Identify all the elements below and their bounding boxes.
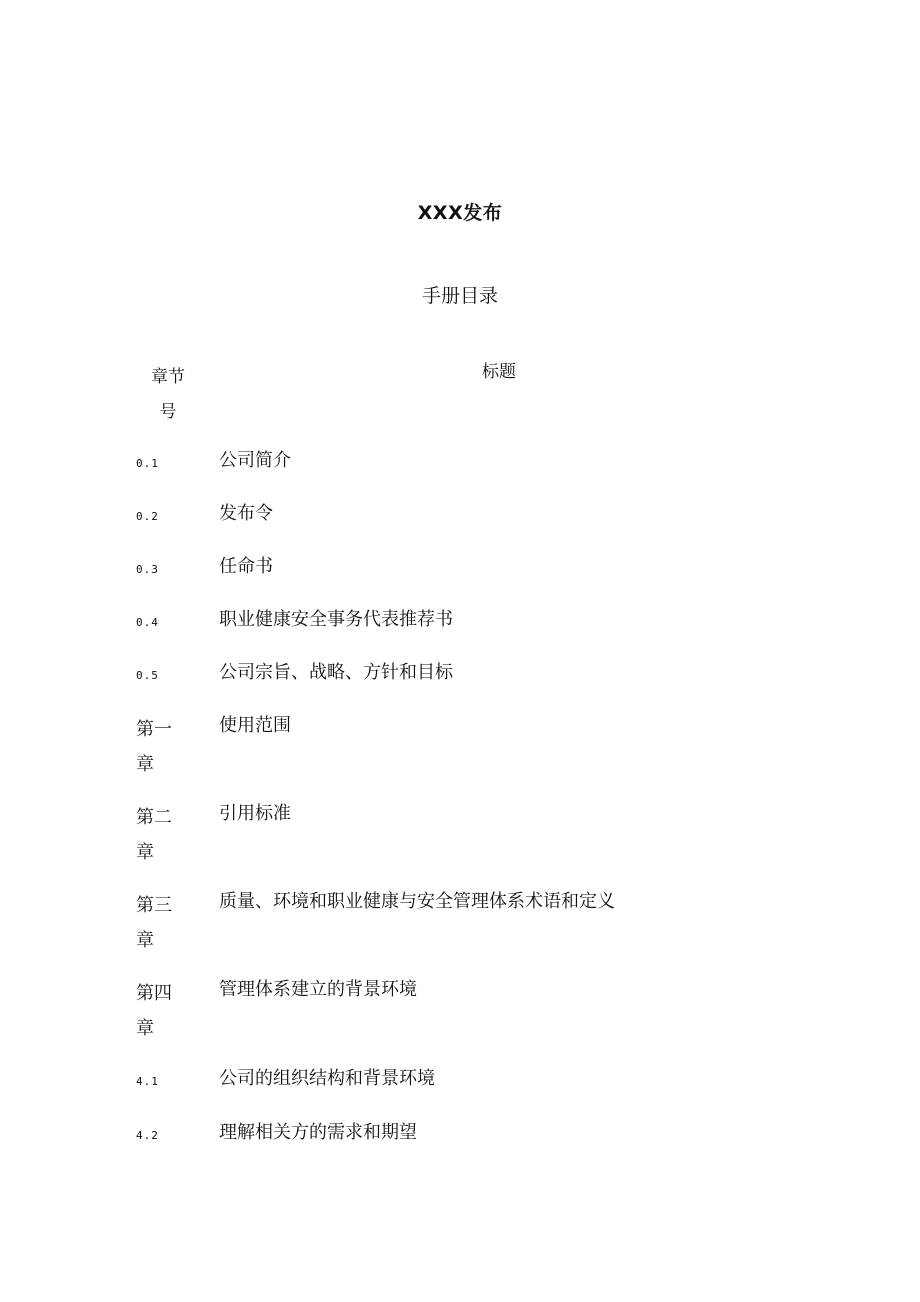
section-number: 0.1 <box>136 457 159 470</box>
entry-title: 任命书 <box>219 556 273 577</box>
entry-title: 公司的组织结构和背景环境 <box>219 1068 435 1089</box>
section-number: 0.3 <box>136 563 159 576</box>
section-number: 0.5 <box>136 669 159 682</box>
chapter-label: 第三章 <box>136 895 172 951</box>
entry-title: 使用范围 <box>219 715 291 736</box>
section-number: 4.1 <box>136 1075 159 1088</box>
publisher-heading: XXX发布 <box>417 202 503 224</box>
column-header-chapter: 章节号 <box>151 367 185 422</box>
chapter-label: 第二章 <box>136 807 172 863</box>
entry-title: 职业健康安全事务代表推荐书 <box>219 609 453 630</box>
column-header-title: 标题 <box>482 362 516 382</box>
entry-title: 发布令 <box>219 503 273 524</box>
entry-title: 理解相关方的需求和期望 <box>219 1122 417 1143</box>
entry-title: 引用标准 <box>219 803 291 824</box>
chapter-label: 第一章 <box>136 719 172 775</box>
section-number: 4.2 <box>136 1129 159 1142</box>
entry-title: 公司简介 <box>219 450 291 471</box>
page-title: 手册目录 <box>421 285 498 307</box>
section-number: 0.4 <box>136 616 159 629</box>
entry-title: 公司宗旨、战略、方针和目标 <box>219 662 453 683</box>
section-number: 0.2 <box>136 510 159 523</box>
entry-title: 管理体系建立的背景环境 <box>219 979 417 1000</box>
chapter-label: 第四章 <box>136 983 172 1039</box>
entry-title: 质量、环境和职业健康与安全管理体系术语和定义 <box>219 891 615 912</box>
